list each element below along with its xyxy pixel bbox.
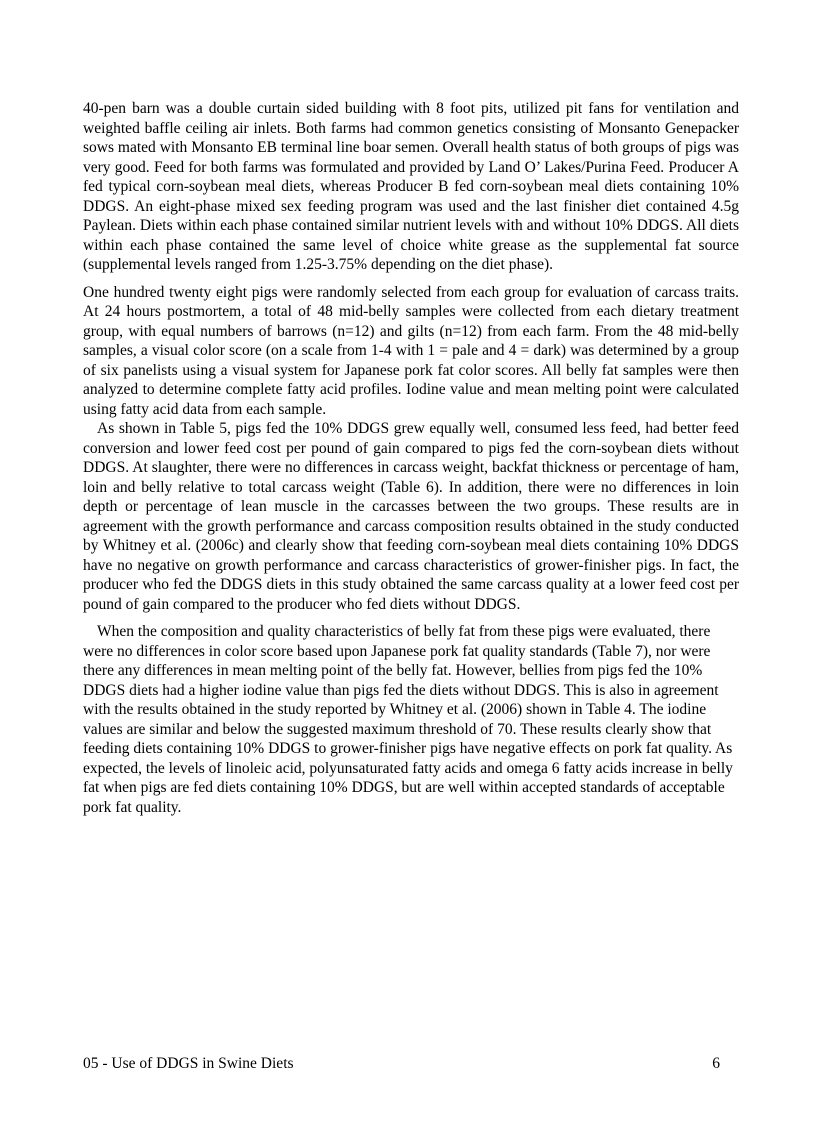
page-number: 6 bbox=[712, 1055, 720, 1072]
paragraph-fat-quality: When the composition and quality characteristics of belly fat from these pigs were evaluated, there were no differences in color score based upon Japanese pork fat quality standards (Table 7), nor were there any differences in mean melting point of the belly fat. However, bellies from pigs fed the 10% DDGS diets had a higher iodine value than pigs fed the diets without DDGS. This is also in agreement with the results obtained in the study reported by Whitney et al. (2006) shown in Table 4. The iodine values are similar and below the suggested maximum threshold of 70. These results clearly show that feeding diets containing 10% DDGS to grower-finisher pigs have negative effects on pork fat quality. As expected, the levels of linoleic acid, polyunsaturated fatty acids and omega 6 fatty acids increase in belly fat when pigs are fed diets containing 10% DDGS, but are well within accepted standards of acceptable pork fat quality. bbox=[83, 623, 733, 816]
paragraph-housing: 40-pen barn was a double curtain sided building with 8 foot pits, utilized pit fans for ventilation and weighted baffle ceiling air inlets. Both farms had common genetics consisting of Monsanto Genepacker sows mated with Monsanto EB terminal line boar semen. Overall health status of both groups of pigs was very good. Feed for both farms was formulated and provided by Land O’ Lakes/Purina Feed. Producer A fed typical corn-soybean meal diets, whereas Producer B fed corn-soybean meal diets containing 10% DDGS. An eight-phase mixed sex feeding program was used and the last finisher diet contained 4.5g Paylean. Diets within each phase contained similar nutrient levels with and without 10% DDGS. All diets within each phase contained the same level of choice white grease as the supplemental fat source (supplemental levels ranged from 1.25-3.75% depending on the diet phase). bbox=[83, 100, 739, 273]
footer-title: 05 - Use of DDGS in Swine Diets bbox=[83, 1055, 294, 1072]
paragraph-growth-results: As shown in Table 5, pigs fed the 10% DDGS grew equally well, consumed less feed, had better feed conversion and lower feed cost per pound of gain compared to pigs fed the corn-soybean diets without DDGS. At slaughter, there were no differences in carcass weight, backfat thickness or percentage of ham, loin and belly relative to total carcass weight (Table 6). In addition, there were no differences in loin depth or percentage of lean muscle in the carcasses between the two groups. These results are in agreement with the growth performance and carcass composition results obtained in the study conducted by Whitney et al. (2006c) and clearly show that feeding corn-soybean meal diets containing 10% DDGS have no negative on growth performance and carcass characteristics of grower-finisher pigs. In fact, the producer who fed the DDGS diets in this study obtained the same carcass quality at a lower feed cost per pound of gain compared to the producer who fed diets without DDGS. bbox=[83, 420, 739, 613]
page-body bbox=[83, 99, 739, 825]
paragraph-sampling: One hundred twenty eight pigs were randomly selected from each group for evaluation of carcass traits. At 24 hours postmortem, a total of 48 mid-belly samples were collected from each dietary treatment group, with equal numbers of barrows (n=12) and gilts (n=12) from each farm. From the 48 mid-belly samples, a visual color score (on a scale from 1-4 with 1 = pale and 4 = dark) was determined by a group of six panelists using a visual system for Japanese pork fat color scores. All belly fat samples were then analyzed to determine complete fatty acid profiles. Iodine value and mean melting point were calculated using fatty acid data from each sample. bbox=[83, 283, 739, 418]
